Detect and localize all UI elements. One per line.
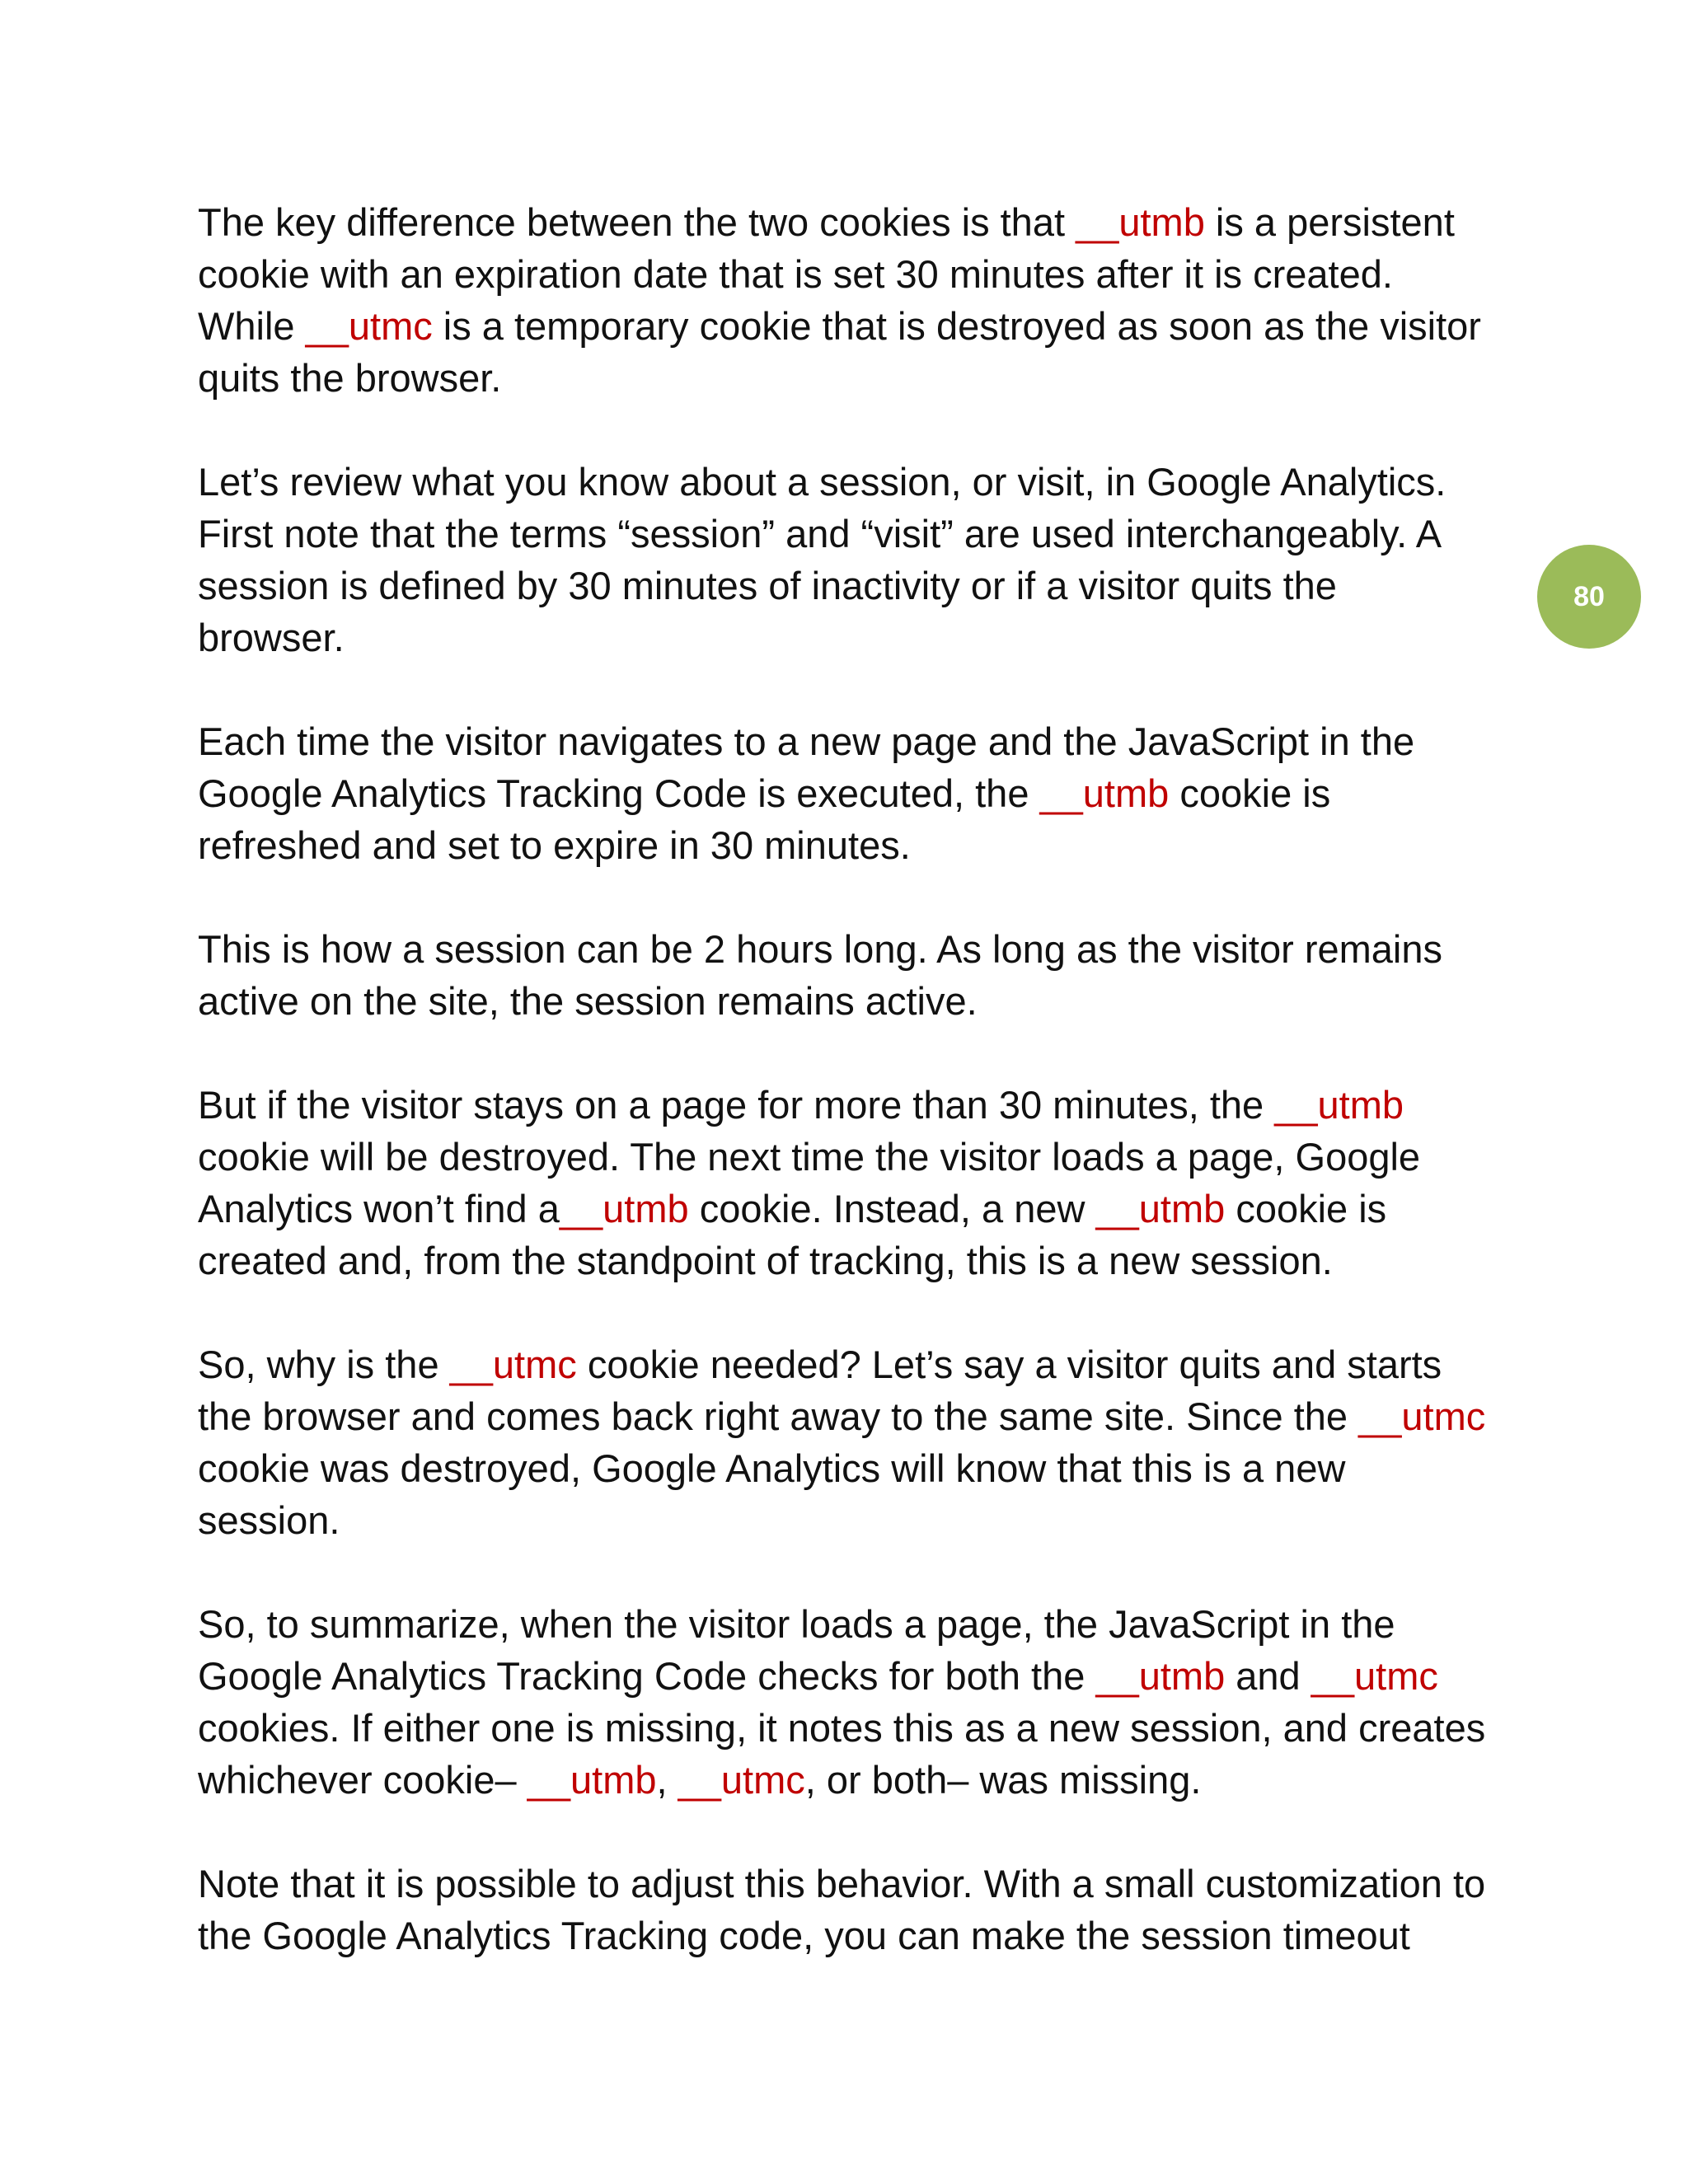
- text-line: [198, 560, 1550, 612]
- text-line: [198, 1910, 1550, 1961]
- text-line: [198, 715, 1550, 767]
- text-line: [198, 248, 1550, 300]
- text-line: [198, 1235, 1550, 1286]
- cookie-name: __utmc: [678, 1758, 805, 1802]
- text-line: [198, 300, 1550, 352]
- text-segment: session.: [198, 1498, 340, 1542]
- text-segment: First note that the terms “session” and “visit” are used interchangeably. A: [198, 512, 1442, 555]
- paragraph: [198, 1598, 1550, 1806]
- text-segment: So, why is the: [198, 1343, 450, 1386]
- text-segment: Let’s review what you know about a session, or visit, in Google Analytics.: [198, 460, 1447, 504]
- paragraph: [198, 1858, 1550, 1961]
- paragraph: [198, 923, 1550, 1027]
- text-segment: is a persistent: [1204, 200, 1455, 244]
- cookie-name: __utmb: [1095, 1654, 1226, 1698]
- text-segment: cookie will be destroyed. The next time the visitor loads a page, Google: [198, 1135, 1421, 1179]
- text-segment: the browser and comes back right away to the same site. Since the: [198, 1394, 1359, 1438]
- page-number-badge: 80: [1537, 545, 1641, 649]
- text-line: [198, 612, 1550, 663]
- text-line: [198, 819, 1550, 871]
- text-line: [198, 352, 1550, 404]
- text-line: [198, 1338, 1550, 1390]
- cookie-name: __utmb: [559, 1187, 689, 1230]
- text-segment: whichever cookie–: [198, 1758, 528, 1802]
- text-segment: So, to summarize, when the visitor loads a page, the JavaScript in the: [198, 1602, 1395, 1646]
- text-line: [198, 923, 1550, 975]
- paragraph: [198, 1338, 1550, 1546]
- paragraph: [198, 456, 1550, 663]
- text-segment: Each time the visitor navigates to a new page and the JavaScript in the: [198, 719, 1415, 763]
- text-line: [198, 1390, 1550, 1442]
- text-segment: quits the browser.: [198, 356, 502, 400]
- text-segment: cookie with an expiration date that is set 30 minutes after it is created.: [198, 252, 1393, 296]
- text-line: [198, 1494, 1550, 1546]
- text-segment: , or both– was missing.: [804, 1758, 1202, 1802]
- text-segment: active on the site, the session remains active.: [198, 979, 978, 1023]
- text-segment: ,: [656, 1758, 678, 1802]
- text-segment: the Google Analytics Tracking code, you can make the session timeout: [198, 1914, 1410, 1957]
- text-line: [198, 1702, 1550, 1754]
- cookie-name: __utmb: [1095, 1187, 1226, 1230]
- text-line: [198, 508, 1550, 560]
- paragraph: [198, 1079, 1550, 1286]
- text-line: [198, 1131, 1550, 1183]
- text-segment: This is how a session can be 2 hours long. As long as the visitor remains: [198, 927, 1442, 971]
- text-segment: and: [1225, 1654, 1311, 1698]
- cookie-name: __utmc: [449, 1343, 577, 1386]
- text-segment: Google Analytics Tracking Code checks for both the: [198, 1654, 1096, 1698]
- text-line: [198, 196, 1550, 248]
- text-line: [198, 1183, 1550, 1235]
- cookie-name: __utmb: [527, 1758, 657, 1802]
- text-segment: session is defined by 30 minutes of inactivity or if a visitor quits the: [198, 564, 1337, 607]
- page-body: [198, 196, 1550, 2013]
- text-segment: Google Analytics Tracking Code is executed, the: [198, 771, 1040, 815]
- text-segment: Analytics won’t find a: [198, 1187, 560, 1230]
- text-segment: created and, from the standpoint of tracking, this is a new session.: [198, 1239, 1333, 1282]
- text-line: [198, 1442, 1550, 1494]
- text-line: [198, 1598, 1550, 1650]
- text-line: [198, 767, 1550, 819]
- text-segment: cookie is: [1169, 771, 1331, 815]
- cookie-name: __utmc: [1311, 1654, 1438, 1698]
- text-segment: cookie was destroyed, Google Analytics will know that this is a new: [198, 1446, 1346, 1490]
- text-segment: cookie. Instead, a new: [688, 1187, 1096, 1230]
- text-segment: is a temporary cookie that is destroyed as soon as the visitor: [432, 304, 1481, 348]
- cookie-name: __utmb: [1039, 771, 1170, 815]
- paragraph: [198, 196, 1550, 404]
- text-segment: While: [198, 304, 306, 348]
- text-segment: cookie is: [1225, 1187, 1387, 1230]
- text-line: [198, 456, 1550, 508]
- text-segment: browser.: [198, 616, 345, 659]
- paragraph: [198, 715, 1550, 871]
- cookie-name: __utmc: [1358, 1394, 1486, 1438]
- text-line: [198, 975, 1550, 1027]
- text-segment: cookie needed? Let’s say a visitor quits and starts: [576, 1343, 1442, 1386]
- text-line: [198, 1650, 1550, 1702]
- text-segment: cookies. If either one is missing, it notes this as a new session, and creates: [198, 1706, 1486, 1750]
- text-segment: refreshed and set to expire in 30 minutes.: [198, 823, 911, 867]
- cookie-name: __utmb: [1076, 200, 1205, 244]
- text-segment: The key difference between the two cookies is that: [198, 200, 1076, 244]
- text-segment: Note that it is possible to adjust this behavior. With a small customization to: [198, 1862, 1486, 1905]
- text-line: [198, 1754, 1550, 1806]
- cookie-name: __utmb: [1274, 1083, 1404, 1127]
- cookie-name: __utmc: [305, 304, 433, 348]
- text-line: [198, 1079, 1550, 1131]
- text-line: [198, 1858, 1550, 1910]
- text-segment: But if the visitor stays on a page for more than 30 minutes, the: [198, 1083, 1275, 1127]
